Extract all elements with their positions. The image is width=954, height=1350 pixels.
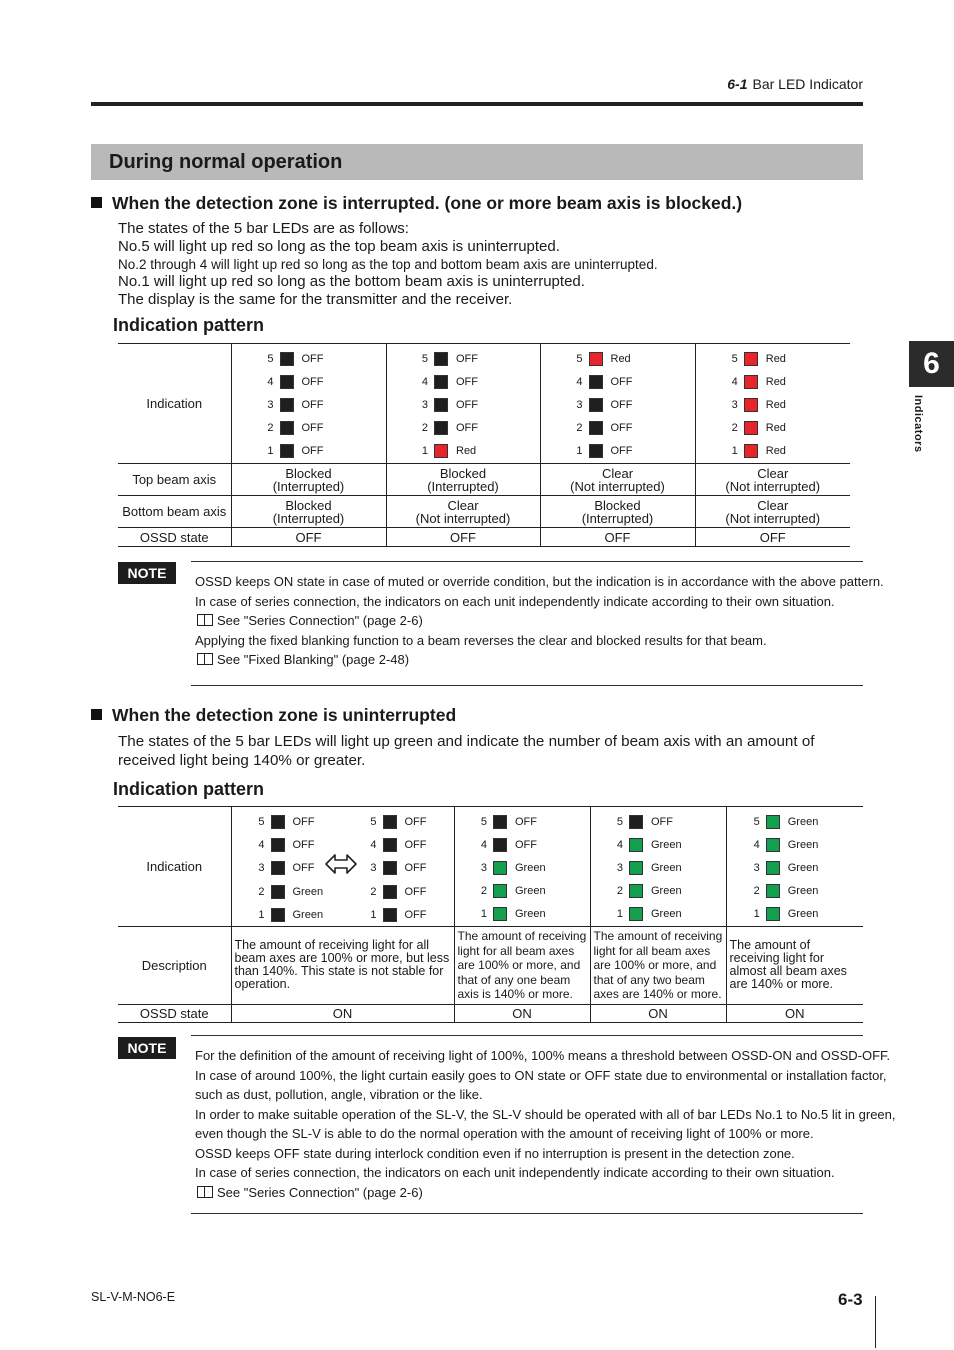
led-row bbox=[573, 373, 663, 393]
led-number: 4 bbox=[480, 838, 487, 851]
led-row bbox=[750, 836, 840, 856]
book-icon bbox=[197, 1186, 213, 1198]
led-row bbox=[613, 859, 703, 879]
book-icon bbox=[197, 614, 213, 626]
led-state-label: OFF bbox=[651, 815, 673, 828]
bottom-beam-cell: Clear (Not interrupted) bbox=[386, 496, 540, 528]
led-red-indicator bbox=[744, 398, 758, 412]
led-state-label: Green bbox=[292, 885, 324, 898]
led-row bbox=[613, 882, 703, 902]
top-beam-cell: Clear (Not interrupted) bbox=[695, 464, 850, 496]
led-red-indicator bbox=[744, 352, 758, 366]
led-state-label: OFF bbox=[456, 352, 478, 365]
led-number: 4 bbox=[753, 838, 760, 851]
led-off-indicator bbox=[383, 861, 397, 875]
note-line: In case of around 100%, the light curtain easily goes to ON state or OFF state due to environmental or installation factor, bbox=[195, 1067, 887, 1083]
note-body bbox=[195, 572, 884, 670]
led-state-label: OFF bbox=[456, 398, 478, 411]
led-off-indicator bbox=[589, 398, 603, 412]
led-off-indicator bbox=[383, 838, 397, 852]
led-number: 1 bbox=[267, 445, 274, 458]
led-number: 4 bbox=[576, 375, 583, 388]
ossd-cell: OFF bbox=[231, 528, 386, 547]
ossd-cell: OFF bbox=[695, 528, 850, 547]
led-row bbox=[573, 350, 663, 370]
led-green-indicator bbox=[629, 884, 643, 898]
section1-line: No.1 will light up red so long as the bottom beam axis is uninterrupted. bbox=[118, 273, 585, 290]
led-cell bbox=[454, 807, 590, 927]
indication-pattern-heading: Indication pattern bbox=[113, 779, 265, 799]
note-reference: See "Fixed Blanking" (page 2-48) bbox=[195, 650, 865, 670]
led-state-label: OFF bbox=[404, 908, 427, 921]
led-off-indicator bbox=[271, 861, 285, 875]
led-off-indicator bbox=[434, 375, 448, 389]
bullet-square-icon bbox=[91, 197, 102, 208]
led-off-indicator bbox=[383, 815, 397, 829]
led-state-label: Red bbox=[765, 398, 786, 411]
led-green-indicator bbox=[629, 907, 643, 921]
ossd-cell: OFF bbox=[386, 528, 540, 547]
led-cell bbox=[590, 807, 726, 927]
led-number: 5 bbox=[616, 815, 623, 828]
led-cell bbox=[231, 344, 386, 464]
chapter-tab-label: Indicators bbox=[912, 395, 924, 453]
led-red-indicator bbox=[744, 375, 758, 389]
led-off-indicator bbox=[280, 421, 294, 435]
ossd-cell: ON bbox=[454, 1004, 590, 1022]
led-off-indicator bbox=[434, 398, 448, 412]
footer-rule bbox=[875, 1296, 876, 1348]
led-cell bbox=[726, 807, 863, 927]
led-green-indicator bbox=[629, 861, 643, 875]
led-number: 2 bbox=[267, 422, 274, 435]
led-off-indicator bbox=[271, 815, 285, 829]
led-red-indicator bbox=[744, 421, 758, 435]
led-number: 3 bbox=[370, 862, 377, 875]
description-cell: The amount of receiving light for almost all beam axes are 140% or more. bbox=[726, 927, 863, 1005]
led-off-indicator bbox=[280, 375, 294, 389]
led-number: 1 bbox=[753, 908, 760, 921]
led-off-indicator bbox=[589, 375, 603, 389]
led-number: 5 bbox=[370, 816, 377, 828]
led-red-indicator bbox=[434, 444, 448, 458]
row-label-top-beam: Top beam axis bbox=[118, 464, 231, 496]
note-reference: See "Series Connection" (page 2-6) bbox=[195, 1183, 865, 1203]
led-row bbox=[750, 813, 840, 833]
led-row bbox=[264, 350, 354, 370]
led-number: 3 bbox=[616, 861, 623, 874]
led-off-indicator bbox=[271, 908, 285, 922]
bottom-beam-cell: Blocked (Interrupted) bbox=[231, 496, 386, 528]
led-red-indicator bbox=[589, 352, 603, 366]
led-off-indicator bbox=[589, 444, 603, 458]
led-off-indicator bbox=[383, 885, 397, 899]
led-off-indicator bbox=[280, 444, 294, 458]
ossd-cell: ON bbox=[726, 1004, 863, 1022]
led-number: 1 bbox=[370, 908, 377, 921]
led-off-indicator bbox=[493, 815, 507, 829]
led-number: 4 bbox=[421, 375, 428, 388]
section-banner bbox=[91, 144, 863, 180]
led-row bbox=[728, 396, 818, 416]
led-state-label: OFF bbox=[292, 839, 315, 852]
led-cell-pair bbox=[231, 807, 454, 927]
led-state-label: OFF bbox=[515, 815, 537, 828]
led-number: 1 bbox=[616, 908, 623, 921]
led-number: 3 bbox=[753, 861, 760, 874]
led-state-label: OFF bbox=[301, 422, 324, 435]
led-number: 2 bbox=[480, 885, 487, 898]
led-off-indicator bbox=[629, 815, 643, 829]
note-line: such as dust, pollution, angle, vibration or the like. bbox=[195, 1087, 483, 1102]
led-off-indicator bbox=[383, 908, 397, 922]
led-row bbox=[418, 373, 508, 393]
led-row bbox=[750, 882, 840, 902]
led-row bbox=[750, 859, 840, 879]
note-top-rule bbox=[191, 1035, 863, 1036]
row-label-ossd: OSSD state bbox=[118, 1004, 231, 1022]
led-row bbox=[477, 905, 567, 925]
led-row bbox=[613, 905, 703, 925]
led-row bbox=[750, 905, 840, 925]
section2-heading: When the detection zone is uninterrupted bbox=[91, 705, 456, 726]
led-row bbox=[255, 906, 345, 926]
led-number: 3 bbox=[731, 398, 738, 411]
led-state-label: Green bbox=[787, 815, 819, 828]
led-state-label: OFF bbox=[610, 422, 633, 435]
note-badge: NOTE bbox=[118, 1037, 176, 1059]
ossd-cell: ON bbox=[231, 1004, 454, 1022]
led-row bbox=[728, 442, 818, 462]
row-label-description: Description bbox=[118, 927, 231, 1005]
top-beam-cell: Clear (Not interrupted) bbox=[540, 464, 695, 496]
section1-line: The states of the 5 bar LEDs are as follows: bbox=[118, 220, 409, 237]
led-number: 4 bbox=[731, 375, 738, 388]
led-row bbox=[613, 813, 703, 833]
description-cell: The amount of receiving light for all beam axes are 100% or more, and that of any two beam axes are 140% or more. bbox=[590, 927, 726, 1005]
led-off-indicator bbox=[434, 352, 448, 366]
section2-line: The states of the 5 bar LEDs will light up green and indicate the number of beam axis with an amount of bbox=[118, 733, 815, 750]
led-row bbox=[255, 883, 345, 903]
led-row bbox=[573, 419, 663, 439]
led-state-label: OFF bbox=[404, 862, 427, 875]
led-state-label: Green bbox=[651, 838, 682, 851]
led-green-indicator bbox=[766, 815, 780, 829]
led-number: 5 bbox=[480, 815, 487, 828]
led-green-indicator bbox=[766, 907, 780, 921]
led-cell bbox=[540, 344, 695, 464]
led-state-label: OFF bbox=[292, 816, 315, 828]
led-green-indicator bbox=[493, 884, 507, 898]
note-body bbox=[195, 1046, 896, 1202]
led-cell bbox=[695, 344, 850, 464]
indication-table-1 bbox=[118, 343, 850, 547]
note-badge: NOTE bbox=[118, 562, 176, 584]
led-off-indicator bbox=[589, 421, 603, 435]
led-state-label: OFF bbox=[301, 352, 324, 365]
led-red-indicator bbox=[744, 444, 758, 458]
led-off-indicator bbox=[280, 398, 294, 412]
led-number: 3 bbox=[576, 398, 583, 411]
led-green-indicator bbox=[766, 838, 780, 852]
row-label-indication: Indication bbox=[118, 344, 231, 464]
section1-line: The display is the same for the transmitter and the receiver. bbox=[118, 291, 513, 308]
led-state-label: OFF bbox=[301, 375, 324, 388]
led-state-label: OFF bbox=[404, 816, 427, 828]
bullet-square-icon bbox=[91, 709, 102, 720]
led-state-label: OFF bbox=[292, 862, 315, 875]
led-row bbox=[613, 836, 703, 856]
led-row bbox=[418, 442, 508, 462]
led-state-label: Green bbox=[651, 908, 682, 921]
led-state-label: OFF bbox=[456, 375, 478, 388]
led-green-indicator bbox=[766, 861, 780, 875]
led-number: 3 bbox=[267, 398, 274, 411]
led-row bbox=[264, 396, 354, 416]
led-row bbox=[477, 859, 567, 879]
led-state-label: Red bbox=[456, 445, 477, 458]
led-row bbox=[573, 442, 663, 462]
led-state-label: OFF bbox=[456, 422, 478, 435]
note-line: OSSD keeps ON state in case of muted or override condition, but the indication is in accordance with the above pattern. bbox=[195, 574, 884, 589]
note-line: OSSD keeps OFF state during interlock condition even if no interruption is present in the detection zone. bbox=[195, 1145, 795, 1161]
ossd-cell: OFF bbox=[540, 528, 695, 547]
led-off-indicator bbox=[280, 352, 294, 366]
section1-line: No.2 through 4 will light up red so long as the top and bottom beam axis are uninterrupted. bbox=[118, 257, 658, 272]
chapter-tab: 6 bbox=[909, 341, 954, 387]
led-number: 2 bbox=[616, 885, 623, 898]
note-line: In case of series connection, the indicators on each unit independently indicate according to their own situation. bbox=[195, 593, 835, 609]
row-label-ossd: OSSD state bbox=[118, 528, 231, 547]
running-header bbox=[727, 76, 863, 92]
ossd-cell: ON bbox=[590, 1004, 726, 1022]
led-state-label: OFF bbox=[610, 445, 633, 458]
double-arrow-icon bbox=[324, 852, 358, 876]
led-number: 3 bbox=[258, 862, 265, 875]
section1-line: No.5 will light up red so long as the top beam axis is uninterrupted. bbox=[118, 238, 560, 255]
led-number: 1 bbox=[258, 908, 265, 921]
led-state-label: OFF bbox=[301, 398, 324, 411]
led-row bbox=[418, 350, 508, 370]
row-label-indication: Indication bbox=[118, 807, 231, 927]
led-row bbox=[264, 373, 354, 393]
led-row bbox=[477, 836, 567, 856]
led-state-label: OFF bbox=[404, 885, 427, 898]
led-row bbox=[367, 859, 457, 879]
led-state-label: OFF bbox=[610, 398, 633, 411]
bottom-beam-cell: Blocked (Interrupted) bbox=[540, 496, 695, 528]
led-number: 4 bbox=[267, 375, 274, 388]
led-number: 1 bbox=[480, 908, 487, 921]
led-row bbox=[728, 350, 818, 370]
led-number: 2 bbox=[258, 885, 265, 898]
note-line: Applying the fixed blanking function to a beam reverses the clear and blocked results for that beam. bbox=[195, 632, 767, 648]
led-number: 2 bbox=[370, 885, 377, 898]
led-state-label: Green bbox=[515, 861, 546, 874]
led-row bbox=[367, 836, 457, 856]
book-icon bbox=[197, 653, 213, 665]
note-line: In case of series connection, the indicators on each unit independently indicate according to their own situation. bbox=[195, 1165, 835, 1180]
led-row bbox=[573, 396, 663, 416]
led-row bbox=[728, 419, 818, 439]
note-line: even though the SL-V is able to do the normal operation with the amount of receiving light of 100% or more. bbox=[195, 1126, 814, 1141]
section2-line: received light being 140% or greater. bbox=[118, 752, 366, 769]
led-state-label: Green bbox=[651, 861, 682, 874]
led-green-indicator bbox=[493, 907, 507, 921]
led-state-label: Red bbox=[765, 422, 786, 435]
section-number: 6-1 bbox=[727, 76, 748, 92]
led-number: 1 bbox=[576, 445, 583, 458]
led-number: 3 bbox=[421, 398, 428, 411]
document-code: SL-V-M-NO6-E bbox=[91, 1290, 176, 1304]
note-line: In order to make suitable operation of the SL-V, the SL-V should be operated with all of bar LEDs No.1 to No.5 lit in green, bbox=[195, 1106, 896, 1122]
led-number: 3 bbox=[480, 861, 487, 874]
led-state-label: Green bbox=[292, 908, 324, 921]
led-state-label: OFF bbox=[610, 375, 633, 388]
led-row bbox=[264, 419, 354, 439]
led-number: 5 bbox=[753, 815, 760, 828]
led-state-label: Red bbox=[610, 352, 631, 365]
header-rule bbox=[91, 102, 863, 106]
page-number: 6-3 bbox=[838, 1290, 863, 1309]
led-state-label: Green bbox=[787, 908, 819, 921]
led-off-indicator bbox=[493, 838, 507, 852]
led-state-label: Green bbox=[787, 838, 819, 851]
led-off-indicator bbox=[271, 838, 285, 852]
description-cell: The amount of receiving light for all beam axes are 100% or more, but less than 140%. This state is not stable for operation. bbox=[231, 927, 454, 1005]
led-number: 5 bbox=[258, 816, 265, 828]
indication-pattern-heading: Indication pattern bbox=[113, 315, 265, 335]
section1-heading: When the detection zone is interrupted. (one or more beam axis is blocked.) bbox=[91, 193, 742, 214]
led-row bbox=[367, 883, 457, 903]
led-number: 2 bbox=[753, 885, 760, 898]
led-state-label: Red bbox=[765, 375, 786, 388]
indication-table-2 bbox=[118, 806, 863, 1023]
led-state-label: Green bbox=[787, 885, 819, 898]
led-green-indicator bbox=[766, 884, 780, 898]
led-row bbox=[264, 442, 354, 462]
led-number: 2 bbox=[576, 422, 583, 435]
row-label-bottom-beam: Bottom beam axis bbox=[118, 496, 231, 528]
led-state-label: OFF bbox=[515, 838, 537, 851]
led-number: 1 bbox=[731, 445, 738, 458]
led-state-label: Green bbox=[515, 885, 546, 898]
led-row bbox=[418, 419, 508, 439]
led-state-label: OFF bbox=[404, 839, 427, 852]
led-row bbox=[728, 373, 818, 393]
note-reference: See "Series Connection" (page 2-6) bbox=[195, 611, 865, 631]
led-row bbox=[477, 882, 567, 902]
section-title: Bar LED Indicator bbox=[752, 76, 863, 92]
led-number: 4 bbox=[258, 839, 265, 852]
led-state-label: Green bbox=[651, 885, 682, 898]
led-number: 5 bbox=[267, 352, 274, 365]
led-number: 5 bbox=[421, 352, 428, 365]
note-top-rule bbox=[191, 561, 863, 562]
banner-title: During normal operation bbox=[109, 151, 343, 173]
led-number: 4 bbox=[616, 838, 623, 851]
bottom-beam-cell: Clear (Not interrupted) bbox=[695, 496, 850, 528]
description-cell: The amount of receiving light for all beam axes are 100% or more, and that of any one beam axis is 140% or more. bbox=[454, 927, 590, 1005]
led-cell bbox=[386, 344, 540, 464]
led-off-indicator bbox=[271, 885, 285, 899]
note-bottom-rule bbox=[191, 685, 863, 686]
led-state-label: Red bbox=[765, 352, 786, 365]
led-number: 5 bbox=[576, 352, 583, 365]
led-number: 2 bbox=[421, 422, 428, 435]
top-beam-cell: Blocked (Interrupted) bbox=[386, 464, 540, 496]
led-green-indicator bbox=[493, 861, 507, 875]
note-line: For the definition of the amount of receiving light of 100%, 100% means a threshold between OSSD-ON and OSSD-OFF. bbox=[195, 1048, 891, 1063]
led-number: 5 bbox=[731, 352, 738, 365]
led-green-indicator bbox=[629, 838, 643, 852]
led-state-label: OFF bbox=[301, 445, 324, 458]
note-bottom-rule bbox=[191, 1213, 863, 1214]
led-row bbox=[367, 906, 457, 926]
led-number: 2 bbox=[731, 422, 738, 435]
led-row bbox=[367, 813, 457, 833]
top-beam-cell: Blocked (Interrupted) bbox=[231, 464, 386, 496]
led-number: 4 bbox=[370, 839, 377, 852]
led-row bbox=[255, 813, 345, 833]
led-row bbox=[418, 396, 508, 416]
led-number: 1 bbox=[421, 445, 428, 458]
led-row bbox=[477, 813, 567, 833]
led-state-label: Red bbox=[765, 445, 786, 458]
led-state-label: Green bbox=[787, 861, 819, 874]
led-state-label: Green bbox=[515, 908, 546, 921]
led-off-indicator bbox=[434, 421, 448, 435]
